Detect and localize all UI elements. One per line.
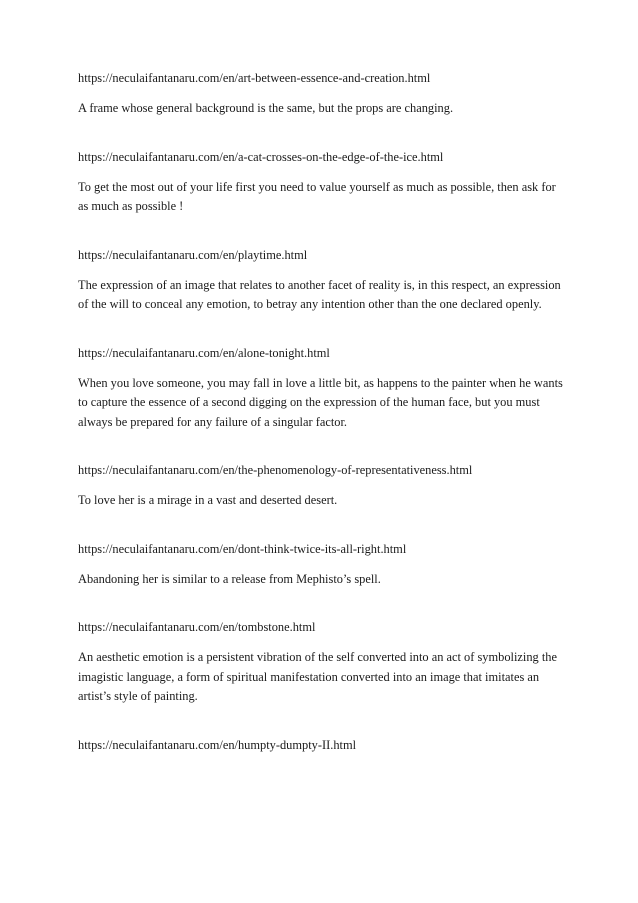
entry-url: https://neculaifantanaru.com/en/playtime.html: [78, 247, 308, 262]
entry-url: https://neculaifantanaru.com/en/dont-think-twice-its-all-right.html: [78, 541, 407, 556]
entry: [78, 462, 564, 511]
entry: [78, 70, 564, 119]
entry: [78, 247, 564, 315]
entry-url: https://neculaifantanaru.com/en/humpty-dumpty-II.html: [78, 737, 357, 752]
entry: [78, 619, 564, 707]
entry: [78, 541, 564, 590]
document-content: [78, 70, 564, 784]
entry-url: https://neculaifantanaru.com/en/the-phenomenology-of-representativeness.html: [78, 463, 473, 477]
entry: [78, 345, 564, 433]
entry: [78, 149, 564, 217]
entry-url: https://neculaifantanaru.com/en/tombstone.html: [78, 620, 316, 634]
entry-text: To love her is a mirage in a vast and deserted desert.: [78, 493, 338, 507]
entry-url: https://neculaifantanaru.com/en/a-cat-crosses-on-the-edge-of-the-ice.html: [78, 149, 444, 164]
entry-text: An aesthetic emotion is a persistent vibration of the self converted into an act of symbolizing the imagistic language, a form of spiritual manifestation converted into an image that imitates an artist’s style of painting.: [78, 650, 557, 703]
entry-text: When you love someone, you may fall in love a little bit, as happens to the painter when he wants to capture the essence of a second digging on the expression of the human face, but you must always be prepared for any failure of a singular factor.: [78, 375, 563, 429]
entry-text: To get the most out of your life first you need to value yourself as much as possible, then ask for as much as possible !: [78, 179, 556, 213]
entry-text: A frame whose general background is the same, but the props are changing.: [78, 101, 454, 115]
entry-url: https://neculaifantanaru.com/en/art-between-essence-and-creation.html: [78, 71, 431, 85]
entry-text: Abandoning her is similar to a release from Mephisto’s spell.: [78, 571, 381, 586]
entry: [78, 737, 564, 754]
entry-url: https://neculaifantanaru.com/en/alone-tonight.html: [78, 345, 330, 360]
entry-text: The expression of an image that relates to another facet of reality is, in this respect, an expression of the will to conceal any emotion, to betray any intention other than the one declared openly.: [78, 277, 561, 311]
